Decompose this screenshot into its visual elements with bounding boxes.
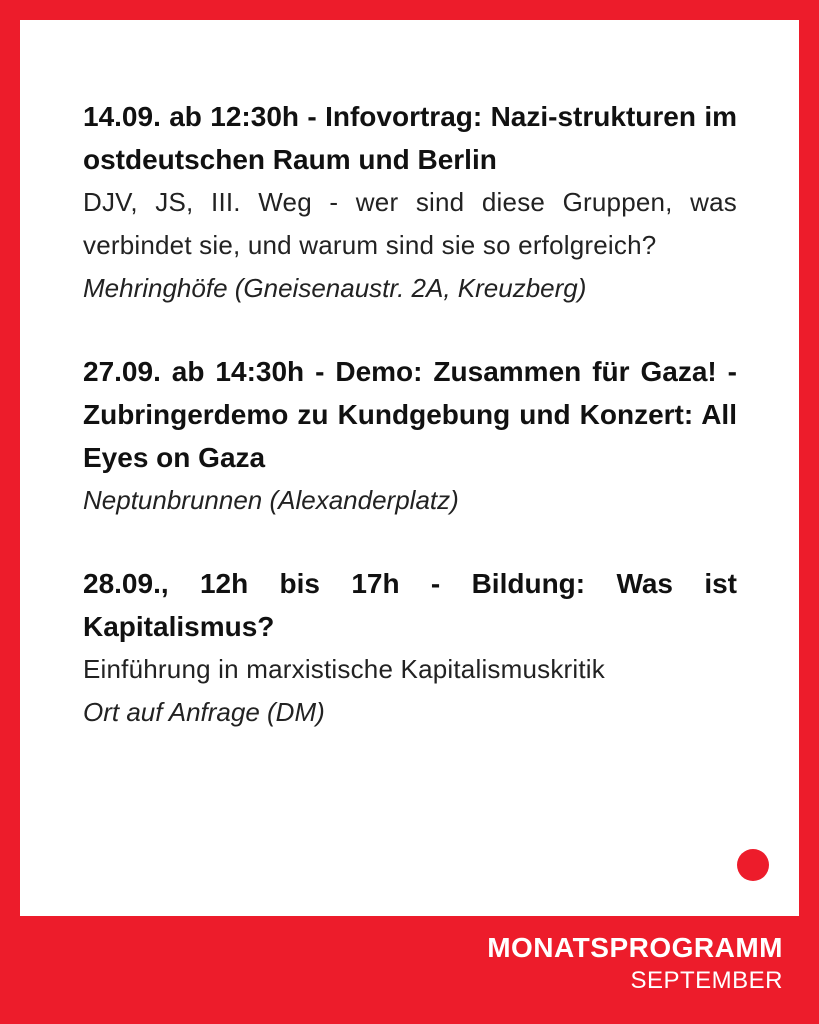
footer [487,930,783,996]
event-item [83,95,737,310]
red-dot-decoration [737,849,769,881]
event-place: Neptunbrunnen (Alexanderplatz) [83,485,459,515]
program-card [20,20,799,916]
event-item [83,350,737,522]
month-label: SEPTEMBER [630,967,783,994]
event-item [83,562,737,734]
event-title: 28.09., 12h bis 17h - Bildung: Was ist Kapitalismus? [83,568,737,642]
event-list [83,95,737,774]
event-title: 27.09. ab 14:30h - Demo: Zusammen für Gaza! - Zubringerdemo zu Kundgebung und Konzert: All Eyes on Gaza [83,356,737,473]
event-title: 14.09. ab 12:30h - Infovortrag: Nazi-strukturen im ostdeutschen Raum und Berlin [83,101,737,175]
event-place: Mehringhöfe (Gneisenaustr. 2A, Kreuzberg) [83,273,587,303]
event-place: Ort auf Anfrage (DM) [83,697,325,727]
event-description: Einführung in marxistische Kapitalismuskritik [83,654,605,684]
event-description: DJV, JS, III. Weg - wer sind diese Gruppen, was verbindet sie, und warum sind sie so erfolgreich? [83,187,737,260]
program-title: MONATSPROGRAMM [487,932,783,963]
